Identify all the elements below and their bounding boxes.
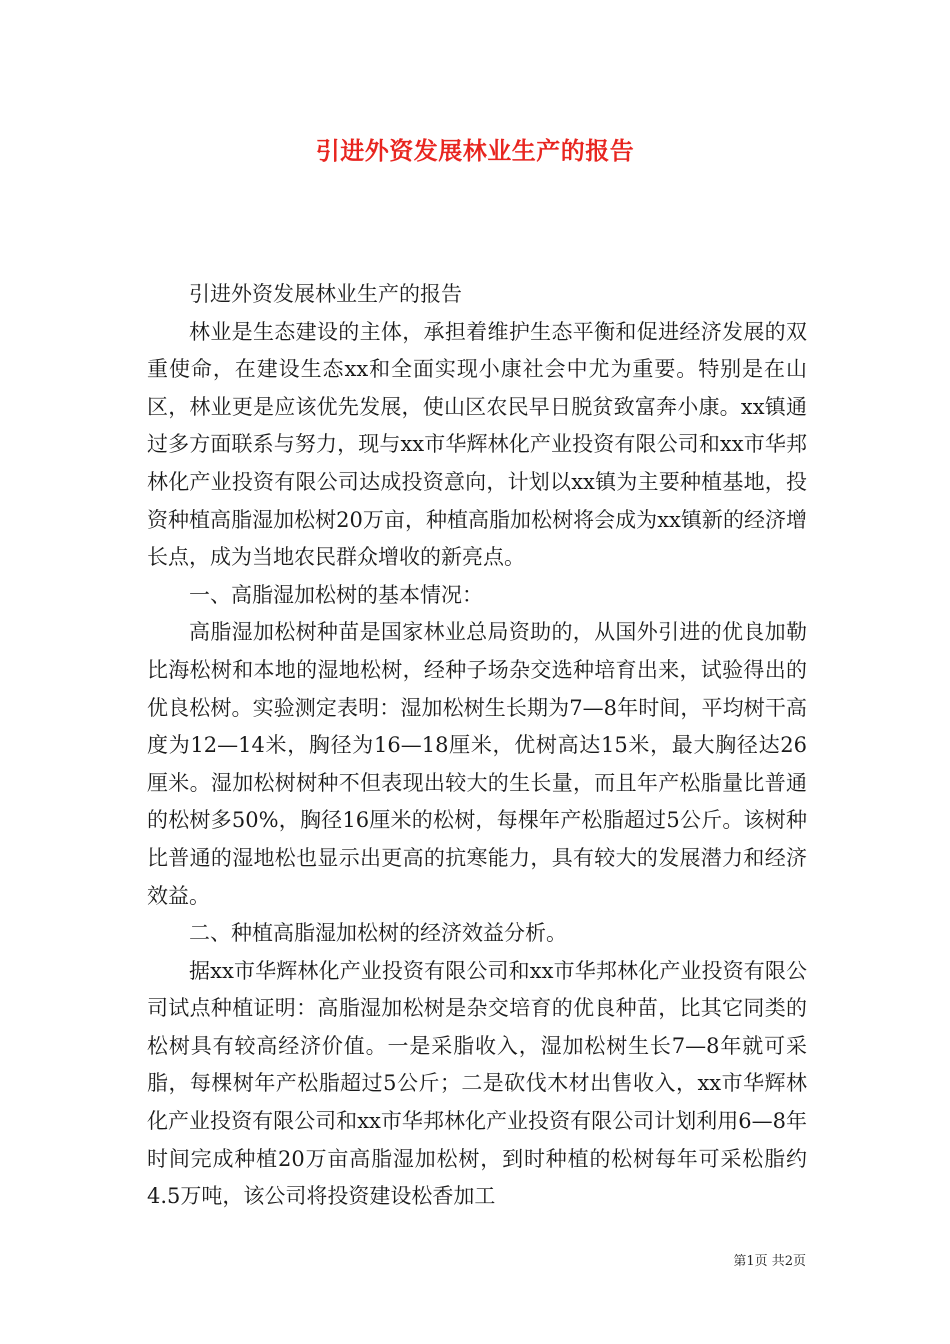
document-title: 引进外资发展林业生产的报告 <box>315 136 635 165</box>
paragraph-economic-analysis: 据xx市华辉林化产业投资有限公司和xx市华邦林化产业投资有限公司试点种植证明：高脂湿加松树是杂交培育的优良种苗，比其它同类的松树具有较高经济价值。一是采脂收入，湿加松树生长7—8年就可采脂，每棵树年产松脂超过5公斤；二是砍伐木材出售收入，xx市华辉林化产业投资有限公司和xx市华邦林化产业投资有限公司计划利用6—8年时间完成种植20万亩高脂湿加松树，到时种植的松树每年可采松脂约4.5万吨，该公司将投资建设松香加工 <box>147 958 807 1209</box>
section-heading-2: 二、种植高脂湿加松树的经济效益分析。 <box>189 921 567 946</box>
page-indicator: 第1页 共2页 <box>733 1254 806 1269</box>
paragraph-intro: 林业是生态建设的主体，承担着维护生态平衡和促进经济发展的双重使命，在建设生态xx和全面实现小康社会中尤为重要。特别是在山区，林业更是应该优先发展，使山区农民早日脱贫致富奔小康。xx镇通过多方面联系与努力，现与xx市华辉林化产业投资有限公司和xx市华邦林化产业投资有限公司达成投资意向，计划以xx镇为主要种植基地，投资种植高脂湿加松树20万亩，种植高脂加松树将会成为xx镇新的经济增长点，成为当地农民群众增收的新亮点。 <box>147 319 807 570</box>
document-body <box>147 276 807 1216</box>
paragraph-basic-info: 高脂湿加松树种苗是国家林业总局资助的，从国外引进的优良加勒比海松树和本地的湿地松树，经种子场杂交选种培育出来，试验得出的优良松树。实验测定表明：湿加松树生长期为7—8年时间，平均树干高度为12—14米，胸径为16—18厘米，优树高达15米，最大胸径达26厘米。湿加松树树种不但表现出较大的生长量，而且年产松脂量比普通的松树多50%，胸径16厘米的松树，每棵年产松脂超过5公斤。该树种比普通的湿地松也显示出更高的抗寒能力，具有较大的发展潜力和经济效益。 <box>147 620 807 908</box>
paragraph-subtitle: 引进外资发展林业生产的报告 <box>189 282 462 306</box>
section-heading-1: 一、高脂湿加松树的基本情况： <box>189 582 483 607</box>
